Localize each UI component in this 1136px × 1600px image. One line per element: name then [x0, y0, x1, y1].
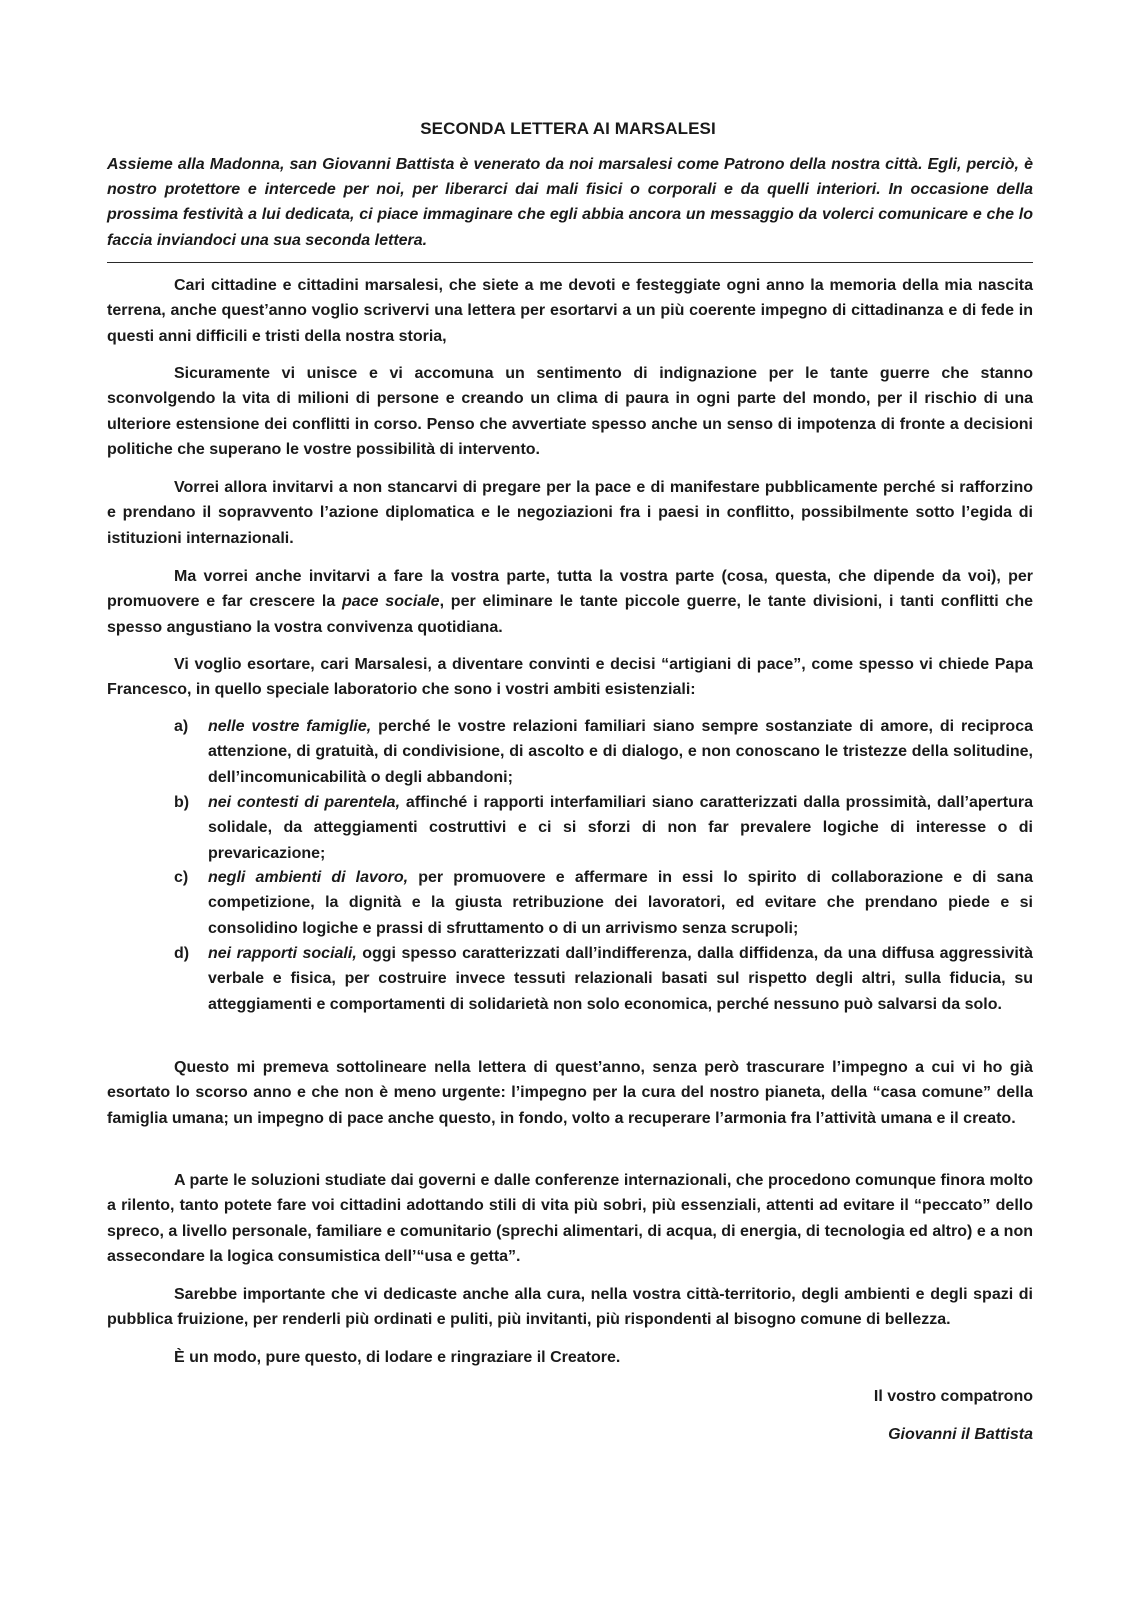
divider-line — [107, 262, 1033, 263]
paragraph-public-spaces: Sarebbe importante che vi dedicaste anche alla cura, nella vostra città-territorio, degli ambienti e degli spazi di pubblica fruizione, per renderli più ordinati e puliti, più invitanti, più rispondenti al bisogno comune di bellezza. — [107, 1286, 1033, 1329]
list-item-body: oggi spesso caratterizzati dall’indifferenza, dalla diffidenza, da una diffusa aggressività verbale e fisica, per costruire invece tessuti relazionali basati sul rispetto degli altri, sulla fiducia, su atteggiamenti e comportamenti di solidarietà non solo economica, perché nessuno può salvarsi da solo. — [208, 945, 1034, 1013]
paragraph-wars: Sicuramente vi unisce e vi accomuna un sentimento di indignazione per le tante guerre che stanno sconvolgendo la vita di milioni di persone e creando un clima di paura in ogni parte del mondo, per il rischio di una ulteriore estensione dei conflitti in corso. Penso che avvertiate spesso anche un senso di impotenza di fronte a decisioni politiche che superano le vostre possibilità di intervento. — [107, 365, 1033, 459]
paragraph-artisans: Vi voglio esortare, cari Marsalesi, a diventare convinti e decisi “artigiani di pace”, come spesso vi chiede Papa Francesco, in quello speciale laboratorio che sono i vostri ambiti esistenziali: — [107, 656, 1033, 699]
closing-line: Il vostro compatrono — [873, 1388, 1033, 1405]
paragraph-prayer: Vorrei allora invitarvi a non stancarvi di pregare per la pace e di manifestare pubblicamente perché si rafforzino e prendano il sopravvento l’azione diplomatica e le negoziazioni fra i paesi in conflitto, possibilmente sotto l’egida di istituzioni internazionali. — [107, 479, 1033, 547]
list-marker: b) — [174, 794, 190, 811]
list-marker: a) — [174, 718, 189, 735]
list-item-body: affinché i rapporti interfamiliari siano caratterizzati dalla prossimità, dall’apertura solidale, da atteggiamenti costruttivi e ci si sforzi di non far prevalere logiche di interesse o di prevaricazione; — [208, 794, 1033, 862]
list-item-text — [208, 714, 1033, 790]
paragraph-common-home: Questo mi premeva sottolineare nella lettera di quest’anno, senza però trascurare l’impegno a cui vi ho già esortato lo scorso anno e che non è meno urgente: l’impegno per la cura del nostro pianeta, della “casa comune” della famiglia umana; un impegno di pace anche questo, in fondo, volto a recuperare l’armonia fra l’attività umana e il creato. — [107, 1059, 1033, 1127]
paragraph-social-peace-part2: , per eliminare le tante piccole guerre, le tante divisioni, i tanti conflitti che spesso angustiano la vostra convivenza quotidiana. — [107, 593, 1034, 636]
list-marker: d) — [174, 945, 190, 962]
page-title: SECONDA LETTERA AI MARSALESI — [420, 119, 716, 138]
list-item-body: per promuovere e affermare in essi lo spirito di collaborazione e di sana competizione, la dignità e la giusta retribuzione dei lavoratori, ed evitare che prendano piede e si consolidino logiche e prassi di sfruttamento o di un arrivismo senza scrupoli; — [208, 869, 1034, 937]
paragraph-lifestyles: A parte le soluzioni studiate dai governi e dalle conferenze internazionali, che procedono comunque finora molto a rilento, tanto potete fare voi cittadini adottando stili di vita più sobri, più essenziali, attenti ad evitare il “peccato” dello spreco, a livello personale, familiare e comunitario (sprechi alimentari, di acqua, di energia, di tecnologia ed altro) e a non assecondare la logica consumistica dell’“usa e getta”. — [107, 1172, 1033, 1266]
list-item-text — [208, 790, 1033, 866]
paragraph-praise: È un modo, pure questo, di lodare e ringraziare il Creatore. — [174, 1349, 621, 1366]
paragraph-social-peace — [107, 564, 1033, 640]
list-item-text — [208, 941, 1033, 1017]
signature: Giovanni il Battista — [888, 1426, 1033, 1443]
list-item-emphasis: nei contesti di parentela, — [208, 794, 401, 811]
list-marker: c) — [174, 869, 189, 886]
paragraph-greeting: Cari cittadine e cittadini marsalesi, che siete a me devoti e festeggiate ogni anno la memoria della mia nascita terrena, anche quest’anno voglio scrivervi una lettera per esortarvi a un più coerente impegno di cittadinanza e di fede in questi anni difficili e tristi della nostra storia, — [107, 277, 1033, 345]
list-item-text — [208, 865, 1033, 941]
paragraph-social-peace-part1: Ma vorrei anche invitarvi a fare la vostra parte, tutta la vostra parte (cosa, questa, che dipende da voi), per promuovere e far crescere la — [107, 568, 1033, 611]
list-item-emphasis: nei rapporti sociali, — [208, 945, 357, 962]
list-item-body: perché le vostre relazioni familiari siano sempre sostanziate di amore, di reciproca attenzione, di gratuità, di condivisione, di ascolto e di dialogo, e non conoscano le tristezze della solitudine, dell’incomunicabilità o degli abbandoni; — [208, 718, 1034, 786]
list-item-emphasis: negli ambienti di lavoro, — [208, 869, 409, 886]
list-item-emphasis: nelle vostre famiglie, — [208, 718, 372, 735]
pace-sociale-emphasis: pace sociale — [342, 593, 440, 611]
intro-paragraph: Assieme alla Madonna, san Giovanni Battista è venerato da noi marsalesi come Patrono della nostra città. Egli, perciò, è nostro protettore e intercede per noi, per liberarci dai mali fisici o corporali e da quelli interiori. In occasione della prossima festività a lui dedicata, ci piace immaginare che egli abbia ancora un messaggio da volerci comunicare e che lo faccia inviandoci una sua seconda lettera. — [107, 156, 1033, 249]
